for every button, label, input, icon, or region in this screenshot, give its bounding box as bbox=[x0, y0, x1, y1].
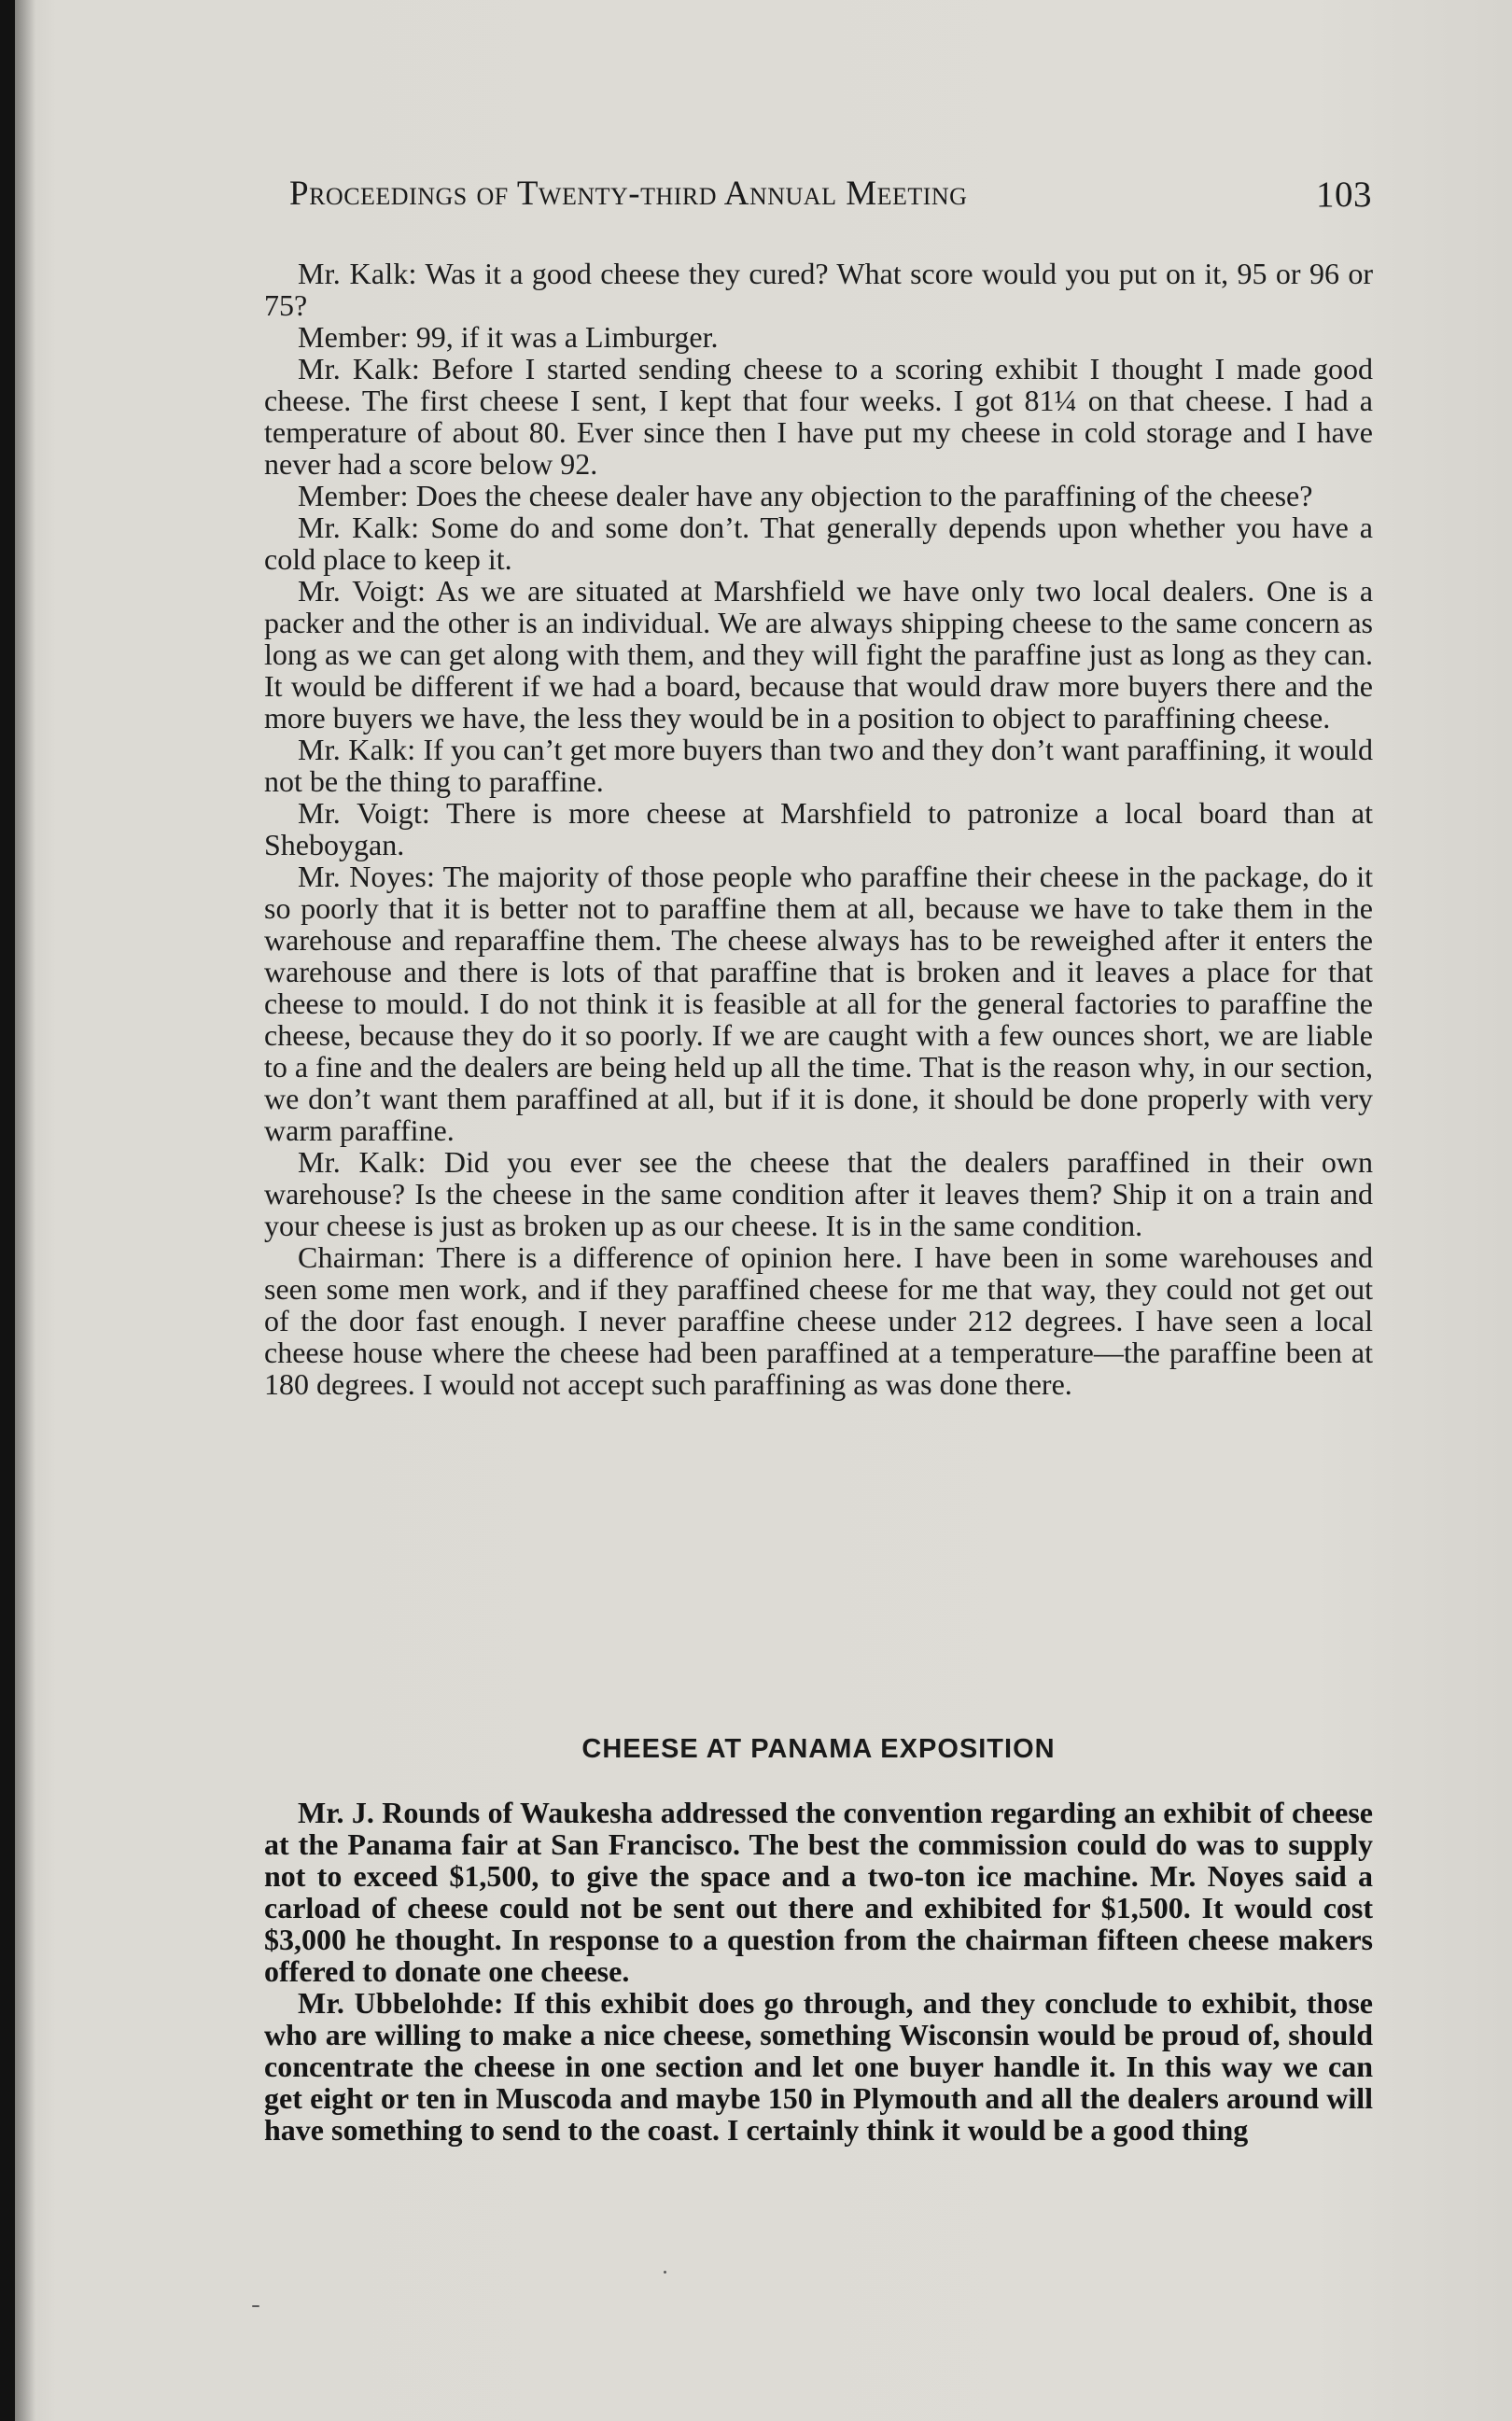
paragraph-text: Mr. J. Rounds of Waukesha addressed the convention regarding an exhibit of cheese at the Panama fair at San Francisco. The best the commission could do was to supply not to exceed $1,500, to give the space and a two-ton ice machine. Mr. Noyes said a carload of cheese could not be sent out there and exhibited for $1,500. It would cost $3,000 he thought. In response to a question from the chairman fifteen cheese makers offered to donate one cheese. bbox=[264, 1796, 1373, 1988]
paragraph-text: 99, if it was a Limburger. bbox=[415, 320, 719, 354]
paragraph bbox=[264, 511, 1373, 575]
paragraph bbox=[264, 575, 1373, 734]
speaker-name: Mr. Kalk: bbox=[298, 511, 420, 544]
speaker-name: Mr. Kalk: bbox=[298, 257, 417, 290]
binding-edge bbox=[0, 0, 15, 2421]
paragraph bbox=[264, 1241, 1373, 1400]
paragraph bbox=[264, 353, 1373, 480]
paragraph-text: Before I started sending cheese to a scoring exhibit I thought I made good cheese. The first cheese I sent, I kept that four weeks. I got 81¼ on that cheese. I had a temperature of about 80. Ever since then I have put my cheese in cold storage and I have never had a score below 92. bbox=[264, 352, 1374, 481]
section-text bbox=[264, 1797, 1373, 2146]
speaker-name: Mr. Noyes: bbox=[298, 860, 436, 893]
paragraph bbox=[264, 734, 1373, 797]
page-number: 103 bbox=[1316, 175, 1372, 215]
speaker-name: Mr. Kalk: bbox=[298, 1145, 427, 1179]
speaker-name: Mr. Voigt: bbox=[298, 796, 431, 830]
paragraph bbox=[264, 321, 1373, 353]
running-head-title: Proceedings of Twenty-third Annual Meeting bbox=[289, 175, 968, 213]
paragraph-text: If this exhibit does go through, and they conclude to exhibit, those who are willing to make a nice cheese, something Wisconsin would be proud of, should concentrate the cheese in one section and let one buyer handle it. In this way we can get eight or ten in Muscoda and maybe 150 in Plymouth and all the dealers around will have something to send to the coast. I certainly think it would be a good thing bbox=[264, 1986, 1374, 2147]
paragraph bbox=[264, 861, 1373, 1146]
speaker-name: Mr. Kalk: bbox=[298, 733, 416, 766]
paragraph-text: If you can’t get more buyers than two and they don’t want paraffining, it would not be the thing to paraffine. bbox=[264, 733, 1374, 798]
paragraph bbox=[264, 1797, 1373, 1987]
paragraph bbox=[264, 258, 1373, 321]
paragraph bbox=[264, 797, 1373, 861]
speaker-name: Mr. Kalk: bbox=[298, 352, 420, 385]
paper-speck bbox=[664, 2271, 666, 2274]
paragraph bbox=[264, 480, 1373, 511]
paragraph-text: The majority of those people who paraffine their cheese in the package, do it so poorly that it is better not to paraffine them at all, because we have to take them in the warehouse and reparaffine them. The cheese always has to be reweighed after it enters the warehouse and there is lots of that paraffine that is broken and it leaves a place for that cheese to mould. I do not think it is feasible at all for the general factories to paraffine the cheese, because they do it so poorly. If we are caught with a few ounces short, we are liable to a fine and the dealers are being held up all the time. That is the reason why, in our section, we don’t want them paraffined at all, but if it is done, it should be done properly with very warm paraffine. bbox=[264, 860, 1374, 1147]
binding-shadow bbox=[15, 0, 35, 2421]
section-heading: CHEESE AT PANAMA EXPOSITION bbox=[581, 1734, 1056, 1764]
paragraph-text: As we are situated at Marshfield we have only two local dealers. One is a packer and the other is an individual. We are always shipping cheese to the same concern as long as we can get along with them, and they will fight the paraffine just as long as they can. It would be different if we had a board, because that would draw more buyers there and the more buyers we have, the less they would be in a position to object to paraffining cheese. bbox=[264, 574, 1374, 735]
running-head bbox=[289, 170, 1372, 226]
speaker-name: Member: bbox=[298, 320, 409, 354]
speaker-name: Mr. Ubbelohde: bbox=[298, 1986, 504, 2020]
paragraph-text: There is a difference of opinion here. I have been in some warehouses and seen some men work, and if they paraffined cheese for me that way, they could not get out of the door fast enough. I never paraffine cheese under 212 degrees. I have seen a local cheese house where the cheese had been paraffined at a temperature—the paraffine been at 180 degrees. I would not accept such paraffining as was done there. bbox=[264, 1240, 1374, 1401]
paragraph bbox=[264, 1146, 1373, 1241]
paragraph-text: Does the cheese dealer have any objection to the paraffining of the cheese? bbox=[415, 479, 1313, 512]
discussion-text bbox=[264, 258, 1373, 1400]
speaker-name: Member: bbox=[298, 479, 409, 512]
paragraph-text: Some do and some don’t. That generally depends upon whether you have a cold place to keep it. bbox=[264, 511, 1374, 576]
paragraph bbox=[264, 1987, 1373, 2146]
paper-speck bbox=[252, 2305, 259, 2307]
speaker-name: Chairman: bbox=[298, 1240, 426, 1274]
paragraph-text: Was it a good cheese they cured? What score would you put on it, 95 or 96 or 75? bbox=[264, 257, 1374, 322]
speaker-name: Mr. Voigt: bbox=[298, 574, 427, 608]
paragraph-text: There is more cheese at Marshfield to patronize a local board than at Sheboygan. bbox=[264, 796, 1373, 861]
paragraph-text: Did you ever see the cheese that the dealers paraffined in their own warehouse? Is the cheese in the same condition after it leaves them? Ship it on a train and your cheese is just as broken up as our cheese. It is in the same condition. bbox=[264, 1145, 1374, 1242]
